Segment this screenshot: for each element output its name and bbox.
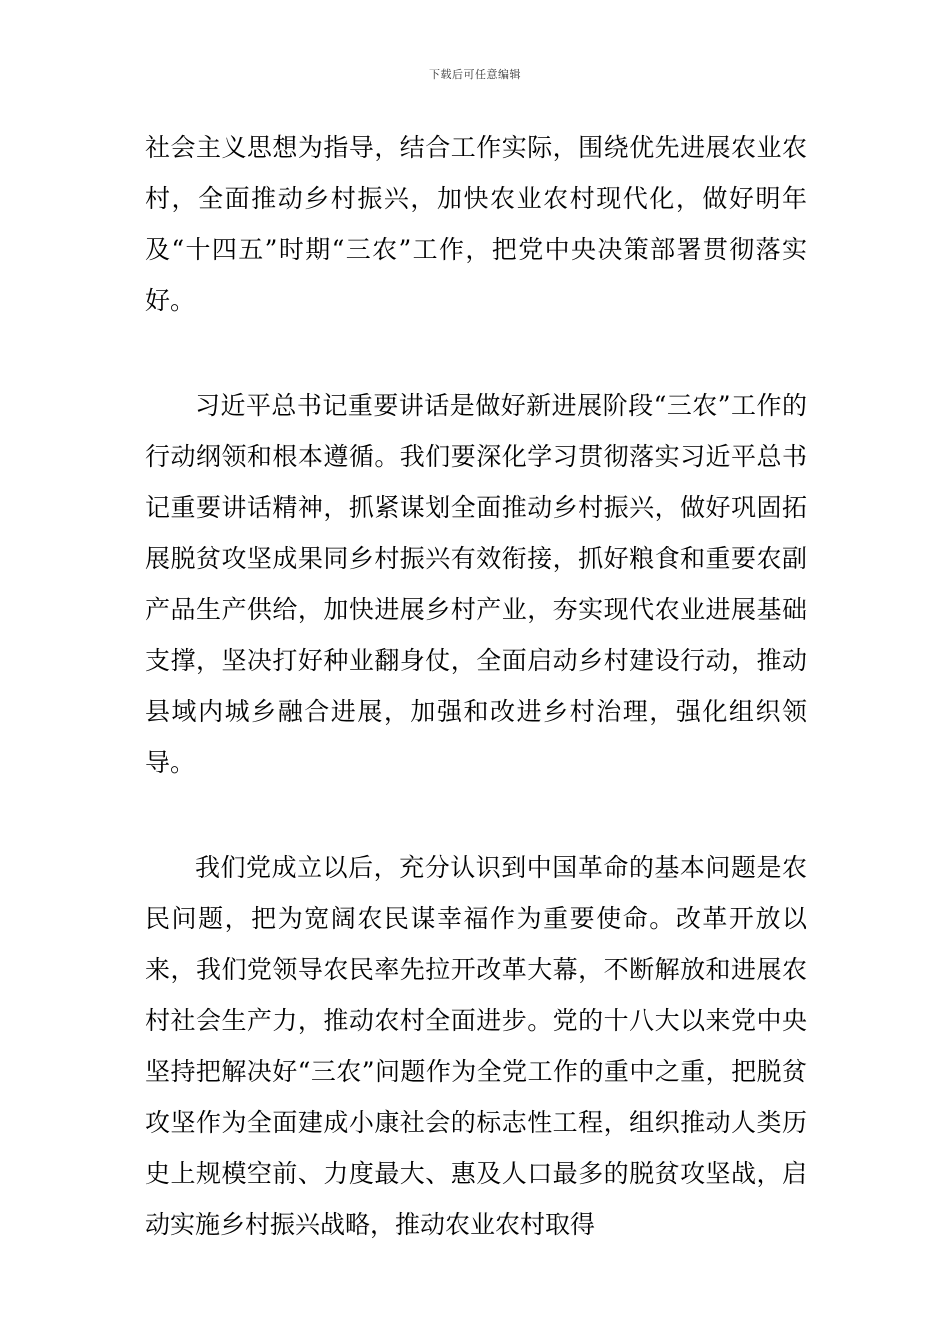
paragraph: 我们党成立以后，充分认识到中国革命的基本问题是农民问题，把为宽阔农民谋幸福作为重要使命。改革开放以来，我们党领导农民率先拉开改革大幕，不断解放和进展农村社会生产力，推动农村全面进步。党的十八大以来党中央坚持把解决好“三农”问题作为全党工作的重中之重，把脱贫攻坚作为全面建成小康社会的标志性工程，组织推动人类历史上规模空前、力度最大、惠及人口最多的脱贫攻坚战，启动实施乡村振兴战略，推动农业农村取得 bbox=[145, 853, 807, 1239]
paragraph-spacer bbox=[145, 788, 807, 842]
paragraph-spacer bbox=[145, 326, 807, 380]
paragraph-continuation: 社会主义思想为指导，结合工作实际，围绕优先进展农业农村，全面推动乡村振兴，加快农业农村现代化，做好明年及“十四五”时期“三农”工作，把党中央决策部署贯彻落实好。 bbox=[145, 133, 807, 315]
paragraph: 习近平总书记重要讲话是做好新进展阶段“三农”工作的行动纲领和根本遵循。我们要深化学习贯彻落实习近平总书记重要讲话精神，抓紧谋划全面推动乡村振兴，做好巩固拓展脱贫攻坚成果同乡村振兴有效衔接，抓好粮食和重要农副产品生产供给，加快进展乡村产业，夯实现代农业进展基础支撑，坚决打好种业翻身仗，全面启动乡村建设行动，推动县域内城乡融合进展，加强和改进乡村治理，强化组织领导。 bbox=[145, 391, 807, 777]
document-body bbox=[145, 122, 807, 1250]
header-note: 下载后可任意编辑 bbox=[429, 68, 521, 81]
